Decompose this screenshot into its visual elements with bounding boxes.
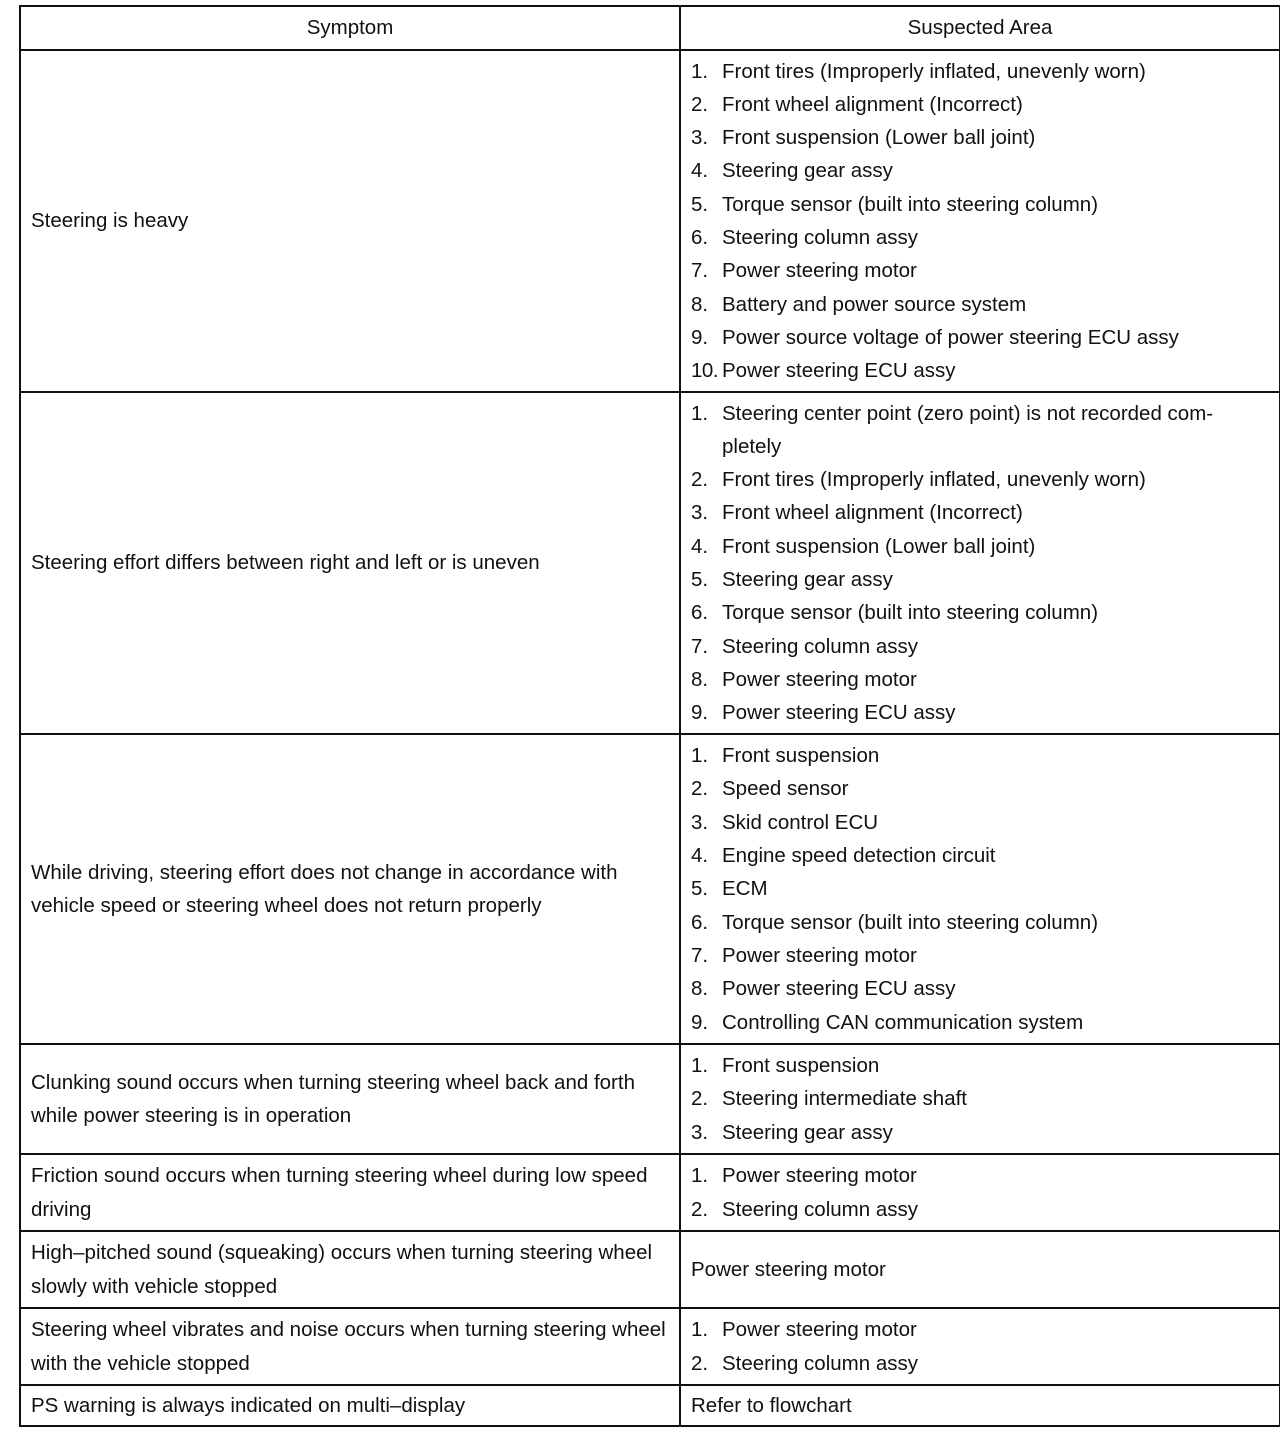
list-item bbox=[691, 839, 1269, 872]
list-item bbox=[691, 1082, 1269, 1115]
suspected-area-cell: Power steering motor bbox=[680, 1231, 1280, 1308]
item-number: 8. bbox=[691, 977, 709, 1001]
suspected-area-cell bbox=[680, 392, 1280, 734]
list-item bbox=[691, 397, 1269, 464]
table-row bbox=[20, 1385, 1280, 1426]
symptom-cell: PS warning is always indicated on multi–display bbox=[20, 1385, 680, 1426]
suspected-area-list bbox=[691, 397, 1269, 730]
item-text: Power steering ECU assy bbox=[722, 977, 956, 1001]
item-text: Controlling CAN communication system bbox=[722, 1010, 1084, 1034]
suspected-area-cell bbox=[680, 1044, 1280, 1154]
item-text: Front tires (Improperly inflated, unevenly worn) bbox=[722, 59, 1146, 83]
item-number: 9. bbox=[691, 1010, 709, 1034]
item-text: Power steering ECU assy bbox=[722, 701, 956, 725]
suspected-area-list bbox=[691, 1313, 1269, 1380]
item-text: Front suspension bbox=[722, 1054, 880, 1078]
item-text: Steering gear assy bbox=[722, 159, 893, 183]
item-text: Front suspension bbox=[722, 744, 880, 768]
item-text: Power steering motor bbox=[722, 1318, 917, 1342]
list-item bbox=[691, 563, 1269, 596]
item-number: 1. bbox=[691, 1054, 709, 1078]
header-suspected-area: Suspected Area bbox=[680, 6, 1280, 50]
list-item bbox=[691, 1049, 1269, 1082]
item-text: Power steering motor bbox=[722, 667, 917, 691]
table-row bbox=[20, 1154, 1280, 1231]
item-number: 3. bbox=[691, 126, 709, 150]
item-text: Power steering motor bbox=[722, 259, 917, 283]
symptom-cell: While driving, steering effort does not change in accordance with vehicle speed or steering wheel does not return properly bbox=[20, 734, 680, 1044]
item-number: 7. bbox=[691, 634, 709, 658]
list-item bbox=[691, 321, 1269, 354]
item-number: 1. bbox=[691, 401, 709, 425]
item-text: ECM bbox=[722, 877, 768, 901]
list-item bbox=[691, 188, 1269, 221]
symptom-cell: High–pitched sound (squeaking) occurs when turning steering wheel slowly with vehicle stopped bbox=[20, 1231, 680, 1308]
item-text: Torque sensor (built into steering column) bbox=[722, 910, 1099, 934]
list-item bbox=[691, 630, 1269, 663]
list-item bbox=[691, 806, 1269, 839]
suspected-area-list bbox=[691, 1159, 1269, 1226]
item-text: Battery and power source system bbox=[722, 292, 1027, 316]
item-number: 9. bbox=[691, 325, 709, 349]
item-text: Front suspension (Lower ball joint) bbox=[722, 534, 1036, 558]
table-row bbox=[20, 1308, 1280, 1385]
item-number: 2. bbox=[691, 1197, 709, 1221]
item-text: Front suspension (Lower ball joint) bbox=[722, 126, 1036, 150]
list-item bbox=[691, 221, 1269, 254]
item-number: 9. bbox=[691, 701, 709, 725]
item-number: 6. bbox=[691, 226, 709, 249]
item-number: 6. bbox=[691, 910, 709, 934]
list-item bbox=[691, 254, 1269, 287]
item-text: Front wheel alignment (Incorrect) bbox=[722, 501, 1023, 525]
troubleshooting-table bbox=[19, 5, 1280, 1427]
list-item bbox=[691, 772, 1269, 805]
symptom-cell: Friction sound occurs when turning steering wheel during low speed driving bbox=[20, 1154, 680, 1231]
item-number: 2. bbox=[691, 1087, 709, 1111]
header-row bbox=[20, 6, 1280, 50]
item-number: 7. bbox=[691, 943, 709, 967]
item-text: Power steering ECU assy bbox=[722, 359, 956, 383]
suspected-area-cell bbox=[680, 1154, 1280, 1231]
suspected-area-cell bbox=[680, 734, 1280, 1044]
list-item bbox=[691, 463, 1269, 496]
list-item bbox=[691, 972, 1269, 1005]
symptom-cell: Clunking sound occurs when turning steering wheel back and forth while power steering is in operation bbox=[20, 1044, 680, 1154]
item-number: 2. bbox=[691, 777, 709, 801]
list-item bbox=[691, 906, 1269, 939]
suspected-area-cell: Refer to flowchart bbox=[680, 1385, 1280, 1426]
item-text: Power steering motor bbox=[722, 1164, 917, 1188]
symptom-cell: Steering is heavy bbox=[20, 50, 680, 392]
list-item bbox=[691, 739, 1269, 772]
item-text: Front tires (Improperly inflated, unevenly worn) bbox=[722, 468, 1146, 492]
list-item bbox=[691, 530, 1269, 563]
list-item bbox=[691, 1347, 1269, 1380]
list-item bbox=[691, 88, 1269, 121]
item-number: 8. bbox=[691, 292, 709, 316]
item-number: 5. bbox=[691, 877, 709, 901]
item-number: 1. bbox=[691, 1318, 709, 1342]
item-text: Steering center point (zero point) is not recorded com- pletely bbox=[722, 401, 1214, 458]
list-item bbox=[691, 354, 1269, 387]
item-text: Steering column assy bbox=[722, 634, 918, 658]
item-number: 4. bbox=[691, 844, 709, 868]
item-number: 8. bbox=[691, 667, 709, 691]
item-number: 3. bbox=[691, 1120, 709, 1144]
item-number: 3. bbox=[691, 501, 709, 525]
list-item bbox=[691, 696, 1269, 729]
suspected-area-list bbox=[691, 739, 1269, 1039]
table-row bbox=[20, 392, 1280, 734]
item-text: Power steering motor bbox=[722, 943, 917, 967]
suspected-area-cell bbox=[680, 50, 1280, 392]
item-number: 6. bbox=[691, 601, 709, 625]
item-number: 1. bbox=[691, 1164, 709, 1188]
list-item bbox=[691, 663, 1269, 696]
header-symptom: Symptom bbox=[20, 6, 680, 50]
item-text: Skid control ECU bbox=[722, 810, 879, 834]
table-row bbox=[20, 50, 1280, 392]
list-item bbox=[691, 872, 1269, 905]
item-text: Steering column assy bbox=[722, 226, 918, 249]
list-item bbox=[691, 939, 1269, 972]
list-item bbox=[691, 1193, 1269, 1226]
item-text: Steering column assy bbox=[722, 1197, 918, 1221]
item-number: 7. bbox=[691, 259, 709, 283]
item-text: Torque sensor (built into steering column) bbox=[722, 192, 1099, 216]
item-text: Steering column assy bbox=[722, 1351, 918, 1375]
item-number: 2. bbox=[691, 1351, 709, 1375]
list-item bbox=[691, 596, 1269, 629]
list-item bbox=[691, 154, 1269, 187]
list-item bbox=[691, 1006, 1269, 1039]
item-text: Front wheel alignment (Incorrect) bbox=[722, 92, 1023, 116]
item-number: 1. bbox=[691, 59, 709, 83]
symptom-cell: Steering wheel vibrates and noise occurs when turning steering wheel with the vehicle stopped bbox=[20, 1308, 680, 1385]
list-item bbox=[691, 55, 1269, 88]
list-item bbox=[691, 496, 1269, 529]
list-item bbox=[691, 1159, 1269, 1192]
item-number: 3. bbox=[691, 810, 709, 834]
item-text: Engine speed detection circuit bbox=[722, 844, 996, 868]
item-number: 5. bbox=[691, 192, 709, 216]
item-number: 4. bbox=[691, 534, 709, 558]
list-item bbox=[691, 121, 1269, 154]
item-text: Speed sensor bbox=[722, 777, 849, 801]
item-number: 2. bbox=[691, 468, 709, 492]
list-item bbox=[691, 1116, 1269, 1149]
item-number: 10. bbox=[691, 359, 718, 383]
item-number: 1. bbox=[691, 744, 709, 768]
suspected-area-list bbox=[691, 1049, 1269, 1149]
table-row bbox=[20, 1044, 1280, 1154]
table-row bbox=[20, 734, 1280, 1044]
item-text: Torque sensor (built into steering column) bbox=[722, 601, 1099, 625]
item-text: Steering gear assy bbox=[722, 1120, 893, 1144]
item-number: 4. bbox=[691, 159, 709, 183]
item-text: Steering intermediate shaft bbox=[722, 1087, 967, 1111]
suspected-area-cell bbox=[680, 1308, 1280, 1385]
item-text: Steering gear assy bbox=[722, 568, 893, 591]
suspected-area-list bbox=[691, 55, 1269, 388]
item-text: Power source voltage of power steering ECU assy bbox=[722, 325, 1179, 349]
table-row bbox=[20, 1231, 1280, 1308]
item-number: 5. bbox=[691, 568, 709, 591]
list-item bbox=[691, 1313, 1269, 1346]
list-item bbox=[691, 288, 1269, 321]
symptom-cell: Steering effort differs between right and left or is uneven bbox=[20, 392, 680, 734]
item-number: 2. bbox=[691, 92, 709, 116]
